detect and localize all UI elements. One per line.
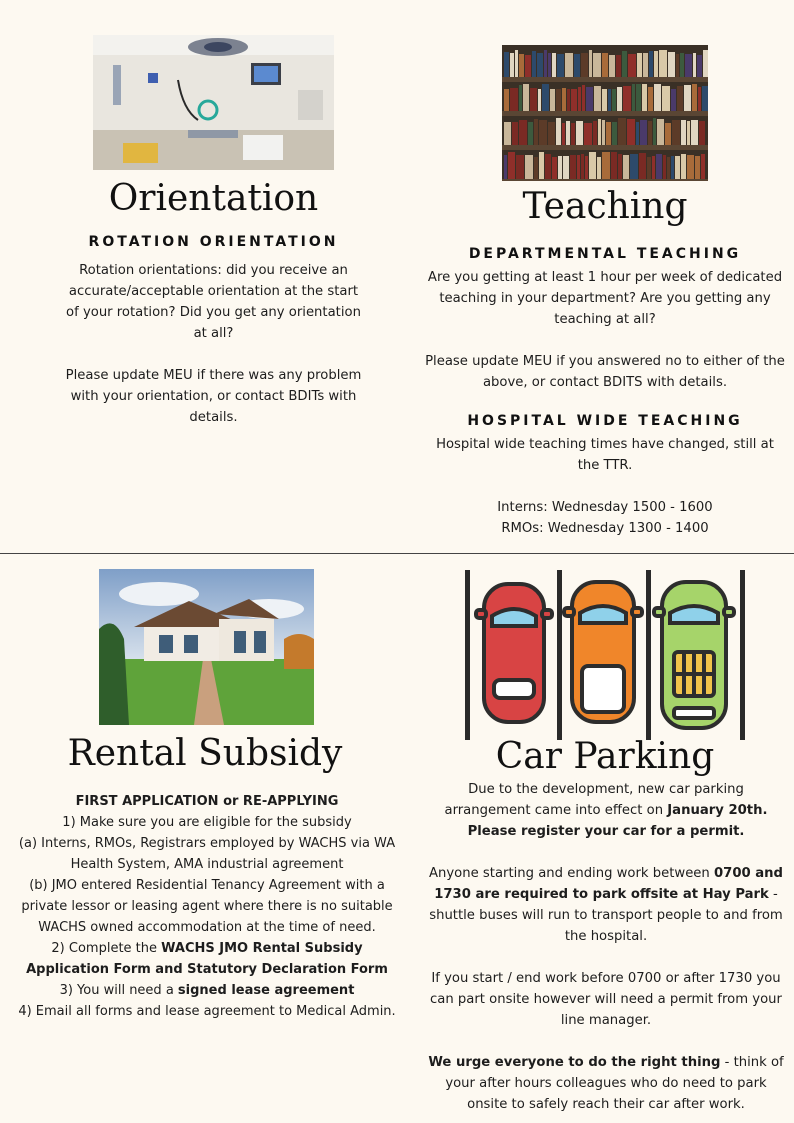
- car-parking-title: Car Parking: [495, 736, 715, 777]
- rental-step1a: (a) Interns, RMOs, Registrars employed by WACHS via WA Health System, AMA industrial agreement: [18, 836, 396, 872]
- hospital-room-photo: [93, 35, 334, 170]
- parking-para2: [425, 863, 787, 947]
- rental-step1b: (b) JMO entered Residential Tenancy Agreement with a private lessor or leasing agent where there is no suitable WACHS owned accommodation at the time of need.: [21, 878, 393, 935]
- rental-step4: 4) Email all forms and lease agreement to Medical Admin.: [18, 1004, 396, 1019]
- section-divider: [0, 553, 794, 554]
- teaching-para1: Are you getting at least 1 hour per week of dedicated teaching in your department? Are you getting any teaching at all?: [427, 270, 783, 327]
- orientation-para1: Rotation orientations: did you receive an accurate/acceptable orientation at the start of your rotation? Did you get any orientation at all?: [66, 263, 361, 341]
- orientation-para2: Please update MEU if there was any problem with your orientation, or contact BDITs with details.: [65, 368, 362, 425]
- parked-cars-illustration: [462, 568, 747, 743]
- rental-step3-lease: signed lease agreement: [177, 983, 355, 998]
- hospital-wide-teaching-body: [425, 434, 785, 539]
- rental-subtitle: FIRST APPLICATION or RE-APPLYING: [75, 794, 339, 809]
- teaching-para3: Hospital wide teaching times have changed, still at the TTR.: [436, 437, 774, 473]
- departmental-teaching-body: [425, 267, 785, 393]
- rental-step3-text: 3) You will need a: [59, 983, 178, 998]
- parking-para2-shuttle: - shuttle buses will run to transport people to and from the hospital.: [429, 887, 783, 944]
- parking-para1: [425, 779, 787, 842]
- rmos-time: RMOs: Wednesday 1300 - 1400: [501, 521, 709, 536]
- parking-para3: If you start / end work before 0700 or after 1730 you can part onsite however will need a permit from your line manager.: [430, 971, 782, 1028]
- rental-step2: [15, 938, 399, 980]
- parking-para2-hours: 0700 and 1730 are required to park offsite at Hay Park: [434, 866, 783, 902]
- parking-para4-text: - think of your after hours colleagues who do need to park onsite to safely reach their car after work.: [445, 1055, 784, 1112]
- hospital-wide-teaching-subtitle: HOSPITAL WIDE TEACHING: [467, 413, 743, 429]
- interns-time: Interns: Wednesday 1500 - 1600: [497, 500, 713, 515]
- bookshelf-photo: [502, 45, 708, 181]
- teaching-title: Teaching: [522, 186, 688, 227]
- parking-para4: [425, 1052, 787, 1115]
- rental-step3: [15, 980, 399, 1001]
- orientation-title: Orientation: [108, 178, 319, 219]
- parking-para1-date: January 20th. Please register your car for a permit.: [467, 803, 768, 839]
- parking-para4-urge: We urge everyone to do the right thing: [428, 1055, 721, 1070]
- teaching-para2: Please update MEU if you answered no to either of the above, or contact BDITS with details.: [425, 354, 785, 390]
- orientation-body: [62, 260, 365, 428]
- departmental-teaching-subtitle: DEPARTMENTAL TEACHING: [468, 246, 742, 262]
- parking-para2-text: Anyone starting and ending work between: [429, 866, 714, 881]
- rental-subsidy-title: Rental Subsidy: [67, 733, 343, 774]
- parking-para1-text: Due to the development, new car parking arrangement came into effect on: [444, 782, 744, 818]
- rental-step2-text: 2) Complete the: [51, 941, 162, 956]
- rental-step1: 1) Make sure you are eligible for the subsidy: [62, 815, 352, 830]
- rental-step2-form-name: WACHS JMO Rental Subsidy Application Form and Statutory Declaration Form: [26, 941, 388, 977]
- car-parking-body: [425, 779, 787, 1115]
- house-photo: [99, 569, 314, 725]
- rental-subsidy-body: [15, 791, 399, 1022]
- orientation-subtitle: ROTATION ORIENTATION: [88, 234, 339, 250]
